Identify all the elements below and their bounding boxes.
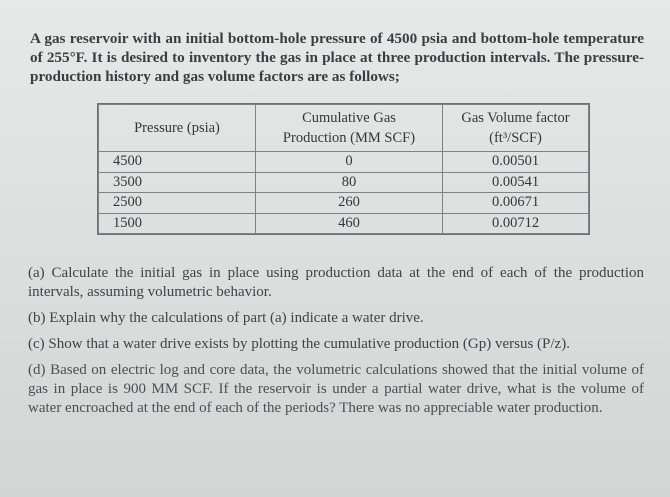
header-gas-volume-factor [443,105,589,152]
cell-production: 260 [256,193,443,214]
table-row [99,213,589,234]
cell-production: 0 [256,152,443,173]
cell-pressure: 4500 [99,152,256,173]
table-row [99,172,589,193]
problem-statement: A gas reservoir with an initial bottom-hole pressure of 4500 psia and bottom-hole temperature of 255°F. It is desired to inventory the gas in place at three production intervals. The pressure-production history and gas volume factors are as follows; [30,30,644,86]
cell-gas-volume-factor: 0.00671 [443,193,589,214]
cell-production: 80 [256,172,443,193]
cell-gas-volume-factor: 0.00712 [443,213,589,234]
cell-pressure: 2500 [99,193,256,214]
header-gvf-line2: (ft³/SCF) [489,130,542,146]
cell-production: 460 [256,213,443,234]
table-row [99,193,589,214]
question-d: (d) Based on electric log and core data, the volumetric calculations showed that the initial volume of gas in place is 900 MM SCF. If the reservoir is under a partial water drive, what is the volume of water encroached at the end of each of the periods? There was no appreciable water production. [28,362,644,416]
header-cumulative-line2: Production (MM SCF) [282,130,416,146]
cell-gas-volume-factor: 0.00501 [443,152,589,173]
cell-gas-volume-factor: 0.00541 [443,172,589,193]
question-a: (a) Calculate the initial gas in place using production data at the end of each of the production intervals, assuming volumetric behavior. [28,265,644,300]
cell-pressure: 3500 [99,172,256,193]
question-c: (c) Show that a water drive exists by plotting the cumulative production (Gp) versus (P/z). [28,336,570,352]
header-cumulative-production [256,105,443,152]
pressure-production-table [98,104,589,234]
header-pressure: Pressure (psia) [99,105,256,152]
table-row [99,152,589,173]
cell-pressure: 1500 [99,213,256,234]
questions-list [28,264,644,425]
header-gvf-line1: Gas Volume factor [461,110,570,126]
table-header-row [99,105,589,152]
question-b: (b) Explain why the calculations of part (a) indicate a water drive. [28,310,424,326]
header-cumulative-line1: Cumulative Gas [302,110,396,126]
data-table-frame [97,103,590,235]
